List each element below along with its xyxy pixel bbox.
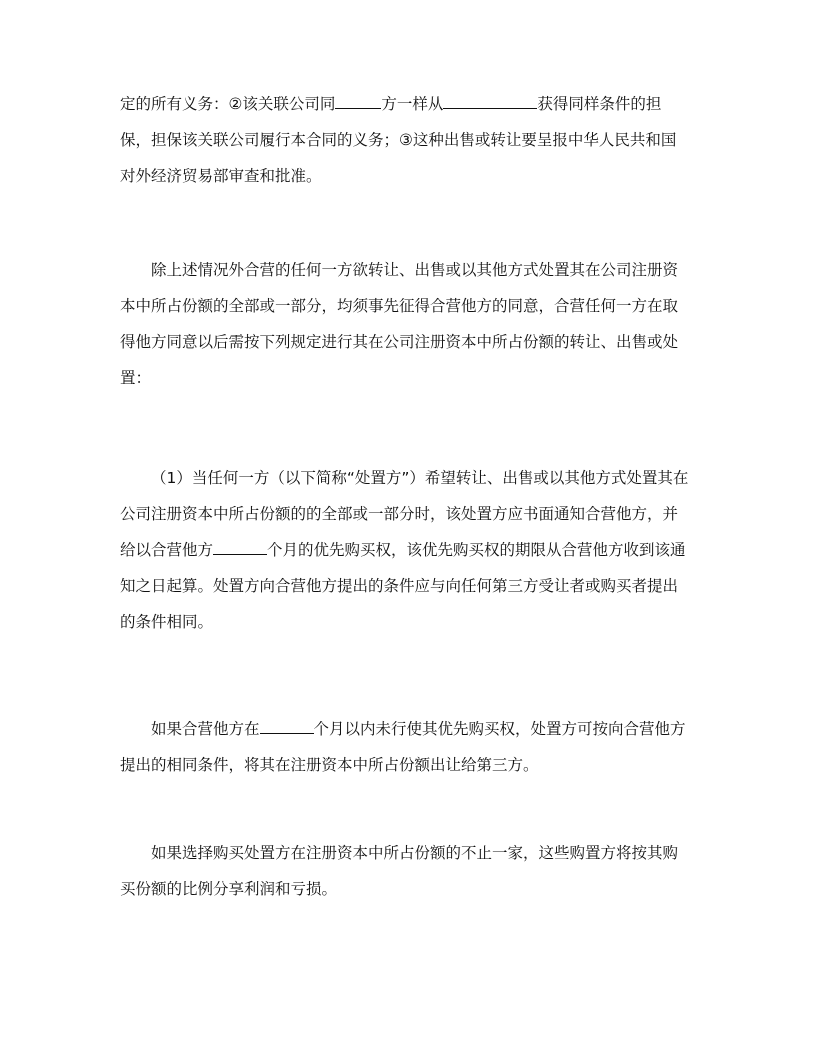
paragraph-preemptive-right <box>120 460 700 640</box>
text-line: （1）当任何一方（以下简称“处置方”）希望转让、出售或以其他方式处置其在 <box>151 469 689 487</box>
paragraph-related-company-obligations <box>120 86 700 194</box>
text-line: 公司注册资本中所占份额的的全部或一部分时，该处置方应书面通知合营他方，并 <box>120 505 679 523</box>
text-line: 除上述情况外合营的任何一方欲转让、出售或以其他方式处置其在公司注册资 <box>151 261 679 279</box>
text-line: 买份额的比例分享利润和亏损。 <box>120 880 338 898</box>
blank-field <box>213 540 267 555</box>
text-line: 置： <box>120 369 152 387</box>
paragraph-transfer-consent <box>120 252 700 396</box>
text-line: 保，担保该关联公司履行本合同的义务；③这种出售或转让要呈报中华人民共和国 <box>120 131 677 149</box>
text-segment: 获得同样条件的担 <box>537 95 662 113</box>
blank-field <box>335 94 381 109</box>
paragraph-unexercised-right <box>120 711 700 783</box>
text-segment: 个月以内未行使其优先购买权，处置方可按向合营他方 <box>313 720 686 738</box>
text-segment: 个月的优先购买权，该优先购买权的期限从合营他方收到该通 <box>267 541 686 559</box>
text-line <box>120 532 700 568</box>
blank-field <box>443 94 537 109</box>
text-segment: 定的所有义务：②该关联公司同 <box>120 95 336 113</box>
text-line <box>120 86 700 122</box>
text-segment: 方一样从 <box>381 95 444 113</box>
text-line: 提出的相同条件，将其在注册资本中所占份额出让给第三方。 <box>120 756 539 774</box>
paragraph-multiple-buyers <box>120 835 700 907</box>
text-line: 得他方同意以后需按下列规定进行其在公司注册资本中所占份额的转让、出售或处 <box>120 333 679 351</box>
text-line: 本中所占份额的全部或一部分，均须事先征得合营他方的同意，合营任何一方在取 <box>120 297 679 315</box>
text-segment: 给以合营他方 <box>120 541 214 559</box>
text-line: 知之日起算。处置方向合营他方提出的条件应与向任何第三方受让者或购买者提出 <box>120 577 679 595</box>
blank-field <box>260 719 314 734</box>
text-line: 如果选择购买处置方在注册资本中所占份额的不止一家，这些购置方将按其购 <box>151 844 679 862</box>
text-line: 的条件相同。 <box>120 613 214 631</box>
text-line: 对外经济贸易部审查和批准。 <box>120 167 322 185</box>
text-segment: 如果合营他方在 <box>151 720 260 738</box>
text-line <box>120 711 700 747</box>
